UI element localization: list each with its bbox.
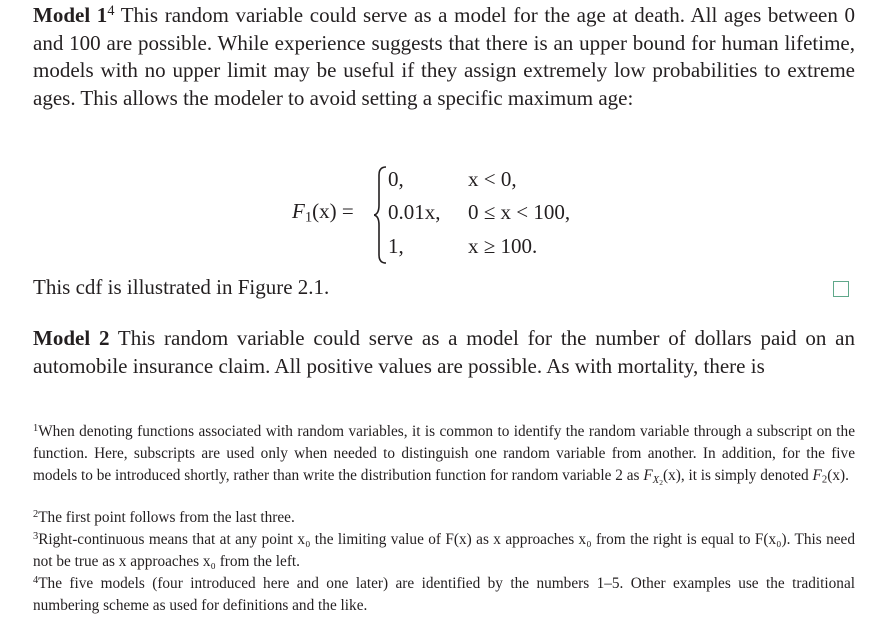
model2-heading: Model 2 — [33, 326, 110, 350]
footnote-3: $^3$Right-continuous means that at any point x₀ the limiting value of F(x) as x approaches x₀ from the right is equal to F(x₀). This need not be true as x approaches x₀ from the left. — [33, 530, 855, 570]
cdf-note: This cdf is illustrated in Figure 2.1. — [33, 275, 330, 299]
cdf-equation — [292, 161, 692, 261]
case-condition-3: x ≥ 100. — [468, 234, 538, 258]
end-of-proof-square-icon — [833, 281, 849, 297]
equation-lhs: $F_1(x)$ = — [292, 199, 354, 226]
case-value-3: 1, — [388, 234, 404, 258]
model1-paragraph — [33, 2, 855, 112]
case-condition-1: x < 0, — [468, 167, 517, 191]
model1-heading: Model 1 — [33, 3, 108, 27]
footnote-4: $^4$The five models (four introduced here and one later) are identified by the numbers 1–5. Other examples use the traditional numbering scheme as used for definitions and the like. — [33, 574, 855, 614]
model2-paragraph — [33, 325, 855, 380]
footnote-ref-4: 4 — [107, 2, 115, 19]
model1-text: This random variable could serve as a model for the age at death. All ages between 0 and 100 are possible. While experience suggests that there is an upper bound for human lifetime, models with no upper limit may be useful if they assign extremely low probabilities to extreme ages. This allows the modeler to avoid setting a specific maximum age: — [33, 3, 856, 110]
case-value-1: 0, — [388, 167, 404, 191]
footnote-2: $^2$The first point follows from the last three. — [33, 508, 295, 526]
left-brace-icon — [374, 165, 388, 265]
case-value-2: 0.01x, — [388, 200, 441, 224]
case-condition-2: 0 ≤ x < 100, — [468, 200, 571, 224]
footnote-1: $^1$When denoting functions associated with random variables, it is common to identify the random variable through a subscript on the function. Here, subscripts are used only when needed to distinguish one random variable from another. In addition, for the five models to be introduced shortly, rather than write the distribution function for random variable 2 as $F_{X_2}(x)$, it is simply denoted $F_2(x)$. — [33, 422, 855, 487]
model2-text: This random variable could serve as a model for the number of dollars paid on an automobile insurance claim. All positive values are possible. As with mortality, there is — [33, 326, 856, 378]
